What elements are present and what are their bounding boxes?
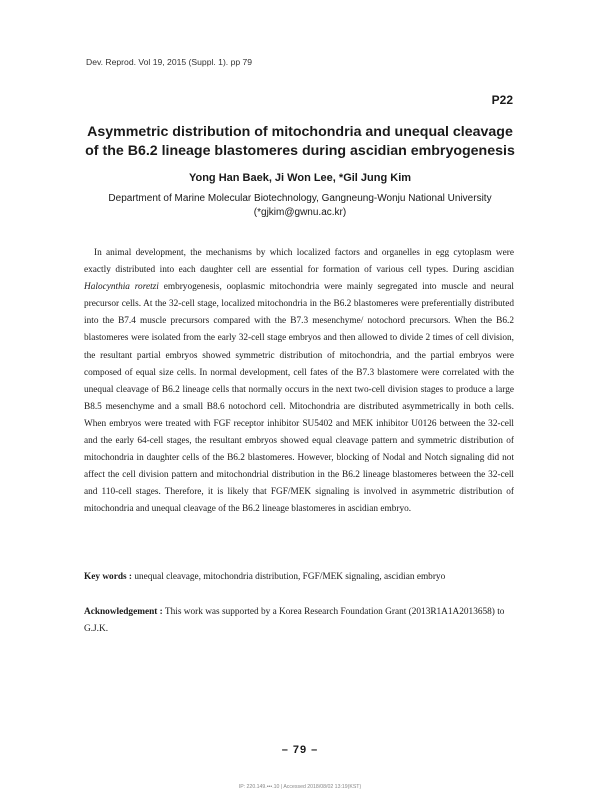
acknowledgement-label: Acknowledgement : [84, 607, 163, 617]
affiliation [60, 192, 540, 220]
title-line-2: of the B6.2 lineage blastomeres during ascidian embryogenesis [85, 143, 515, 159]
authors: Yong Han Baek, Ji Won Lee, *Gil Jung Kim [188, 172, 412, 184]
species-name: Halocynthia roretzi [84, 282, 159, 293]
keywords-text: unequal cleavage, mitochondria distribution, FGF/MEK signaling, ascidian embryo [132, 572, 446, 582]
title-line-1: Asymmetric distribution of mitochondria and unequal cleavage [87, 124, 513, 140]
affiliation-email: (*gjkim@gwnu.ac.kr) [253, 207, 347, 218]
keywords [84, 572, 524, 582]
keywords-label: Key words : [84, 572, 133, 582]
acknowledgement [84, 604, 514, 638]
abstract-text-rest: embryogenesis, ooplasmic mitochondria were mainly segregated into muscle and neural precursor cells. At the 32-cell stage, localized mitochondria in the B6.2 blastomeres were preferentially distributed into the B7.4 muscle precursors compared with the B7.3 mesenchyme/ notochord precursors. When the B6.2 blastomeres were isolated from the early 32-cell stage embryos and then allowed to divide 2 times of cell division, the resultant partial embryos showed symmetric distribution of mitochondria, and the partial embryos were composed of equal size cells. In normal development, cell fates of the B7.3 blastomere were correlated with the unequal cleavage of B6.2 lineage cells that normally occurs in the next two-cell division stages to produce a large B8.5 mesenchyme and a small B8.6 notochord cell. Mitochondria are distributed asymmetrically in both cells. When embryos were treated with FGF receptor inhibitor SU5402 and MEK inhibitor U0126 between the 32-cell and the early 64-cell stages, the resultant embryos showed equal cleavage pattern and symmetric distribution of mitochondria in daughter cells of the B6.2 blastomeres. However, blocking of Nodal and Notch signaling did not affect the cell division pattern and mitochondrial distribution in the B6.2 lineage blastomeres between the 32-cell and 110-cell stages. Therefore, it is likely that FGF/MEK signaling is involved in asymmetric distribution of mitochondria and unequal cleavage of the B6.2 lineage blastomeres in ascidian embryo. [84, 282, 515, 515]
page-number: – 79 – [281, 744, 319, 756]
paper-title [60, 123, 540, 161]
journal-citation: Dev. Reprod. Vol 19, 2015 (Suppl. 1). pp 79 [86, 57, 253, 67]
abstract-text-start: In animal development, the mechanisms by which localized factors and organelles in egg cytoplasm were exactly distributed into each daughter cell are essential for formation of various cell types. During ascidian [84, 248, 514, 276]
affiliation-line-1: Department of Marine Molecular Biotechnology, Gangneung-Wonju National University [108, 193, 492, 204]
access-watermark: IP: 220.149.•••.10 | Accessed 2018/08/02 13:19(KST) [238, 784, 362, 790]
abstract [84, 245, 514, 519]
poster-id: P22 [491, 93, 513, 107]
acknowledgement-text: This work was supported by a Korea Research Foundation Grant (2013R1A1A2013658) to G.J.K. [84, 607, 505, 634]
